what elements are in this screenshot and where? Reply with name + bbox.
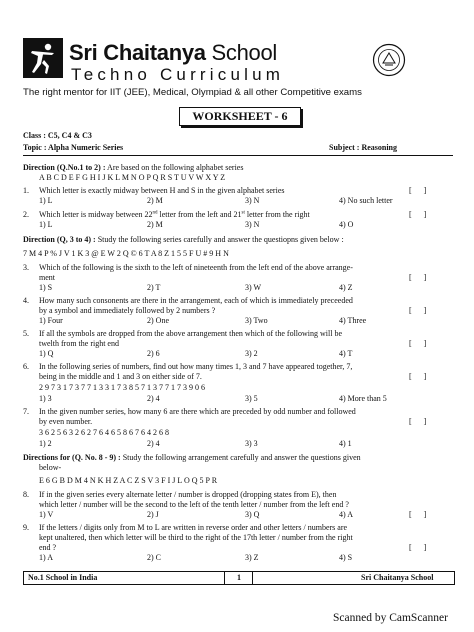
tagline: The right mentor for IIT (JEE), Medical, Olympiad & all other Competitive exams bbox=[23, 87, 362, 98]
option: 4) T bbox=[339, 349, 353, 358]
question-number: 3. bbox=[23, 263, 29, 272]
question-number: 1. bbox=[23, 186, 29, 195]
direction-3: Directions for (Q. No. 8 - 9) : Study the following arrangement carefully and answer the questions given bbox=[23, 453, 361, 462]
answer-bracket: [ ] bbox=[409, 210, 427, 219]
symbol-series: 7 M 4 P % J V 1 K 3 @ E W 2 Q © 6 T A 8 Z 1 5 5 F U # 9 H N bbox=[23, 249, 229, 258]
option: 2) 4 bbox=[147, 394, 160, 403]
footer-tagline: No.1 School in India bbox=[28, 573, 98, 582]
footer-divider bbox=[224, 572, 225, 584]
question-text: Which of the following is the sixth to the left of nineteenth from the left end of the above arrange- bbox=[39, 263, 353, 272]
answer-bracket: [ ] bbox=[409, 273, 427, 282]
option: 2) One bbox=[147, 316, 169, 325]
question-number: 8. bbox=[23, 490, 29, 499]
option: 4) S bbox=[339, 553, 353, 562]
option: 1) L bbox=[39, 196, 53, 205]
answer-bracket: [ ] bbox=[409, 339, 427, 348]
option: 1) 3 bbox=[39, 394, 52, 403]
question-text: In the following series of numbers, find out how many times 1, 3 and 7 have appeared together, 7, bbox=[39, 362, 353, 371]
question-text: ment bbox=[39, 273, 55, 282]
question-text: end ? bbox=[39, 543, 57, 552]
question-number: 5. bbox=[23, 329, 29, 338]
direction-text: below- bbox=[39, 463, 62, 472]
option: 3) N bbox=[245, 196, 260, 205]
option: 2) 4 bbox=[147, 439, 160, 448]
answer-bracket: [ ] bbox=[409, 306, 427, 315]
answer-bracket: [ ] bbox=[409, 543, 427, 552]
option: 1) S bbox=[39, 283, 53, 292]
subject-line: Subject : Reasoning bbox=[329, 143, 398, 152]
option: 1) 2 bbox=[39, 439, 52, 448]
option: 4) O bbox=[339, 220, 354, 229]
question-number: 9. bbox=[23, 523, 29, 532]
worksheet-title: WORKSHEET - 6 bbox=[179, 107, 301, 126]
alphabet-series: A B C D E F G H I J K L M N O P Q R S T U V W X Y Z bbox=[39, 173, 226, 182]
class-line: Class : C5, C4 & C3 bbox=[23, 131, 92, 140]
worksheet-page bbox=[17, 38, 457, 588]
answer-bracket: [ ] bbox=[409, 372, 427, 381]
letter-series: E 6 G B D M 4 N K H Z A C Z S V 3 F I J L O Q 5 P R bbox=[39, 476, 218, 485]
topic-line: Topic : Alpha Numeric Series bbox=[23, 143, 124, 152]
direction-1: Direction (Q.No.1 to 2) : Are based on the following alphabet series bbox=[23, 163, 244, 172]
option: 2) M bbox=[147, 220, 163, 229]
option: 2) J bbox=[147, 510, 159, 519]
brand-title: Sri Chaitanya School bbox=[69, 40, 277, 65]
number-series: 3 6 2 5 6 3 2 6 2 7 6 4 6 5 8 6 7 6 4 2 6 8 bbox=[39, 428, 169, 437]
question-text: In the given number series, how many 6 are there which are preceded by odd number and followed bbox=[39, 407, 356, 416]
option: 1) A bbox=[39, 553, 53, 562]
question-number: 2. bbox=[23, 210, 29, 219]
option: 4) A bbox=[339, 510, 353, 519]
option: 1) L bbox=[39, 220, 53, 229]
number-series: 2 9 7 3 1 7 3 7 7 1 3 3 1 7 3 8 5 7 1 3 7 7 1 7 3 9 0 6 bbox=[39, 383, 205, 392]
option: 4) More than 5 bbox=[339, 394, 387, 403]
question-text: How many such consonents are there in the arrangement, each of which is immediately preceeded bbox=[39, 296, 353, 305]
question-text: which letter / number will be the second to the left of the tenth letter / number from the left end ? bbox=[39, 500, 349, 509]
question-text: Which letter is exactly midway between H and S in the given alphabet series bbox=[39, 186, 285, 195]
option: 3) Z bbox=[245, 553, 259, 562]
question-text: being in the middle and 1 and 3 on either side of 7. bbox=[39, 372, 202, 381]
option: 2) M bbox=[147, 196, 163, 205]
question-number: 7. bbox=[23, 407, 29, 416]
question-text: Which letter is midway between 22nd letter from the left and 21st letter from the right bbox=[39, 210, 310, 219]
answer-bracket: [ ] bbox=[409, 510, 427, 519]
footer-school: Sri Chaitanya School bbox=[361, 573, 434, 582]
option: 3) W bbox=[245, 283, 262, 292]
scanner-watermark: Scanned by CamScanner bbox=[333, 612, 448, 624]
option: 3) 5 bbox=[245, 394, 258, 403]
option: 2) T bbox=[147, 283, 161, 292]
option: 3) Q bbox=[245, 510, 260, 519]
option: 4) 1 bbox=[339, 439, 352, 448]
option: 4) No such letter bbox=[339, 196, 393, 205]
option: 1) Four bbox=[39, 316, 63, 325]
question-text: by a symbol and immediately followed by 2 numbers ? bbox=[39, 306, 216, 315]
question-text: If all the symbols are dropped from the above arrangement then which of the following will be bbox=[39, 329, 343, 338]
question-number: 6. bbox=[23, 362, 29, 371]
page-number: 1 bbox=[237, 573, 241, 582]
runner-logo-icon bbox=[23, 38, 63, 78]
question-text: If the letters / digits only from M to L are written in reverse order and other letters / numbers are bbox=[39, 523, 348, 532]
brand-subtitle: Techno Curriculum bbox=[71, 65, 285, 84]
option: 2) C bbox=[147, 553, 161, 562]
school-seal-icon bbox=[372, 43, 406, 77]
option: 3) N bbox=[245, 220, 260, 229]
option: 4) Three bbox=[339, 316, 367, 325]
footer-divider bbox=[252, 572, 253, 584]
question-text: If in the given series every alternate letter / number is dropped (dropping states from E), then bbox=[39, 490, 337, 499]
option: 4) Z bbox=[339, 283, 353, 292]
answer-bracket: [ ] bbox=[409, 186, 427, 195]
option: 3) 2 bbox=[245, 349, 258, 358]
header-divider bbox=[23, 155, 453, 156]
question-number: 4. bbox=[23, 296, 29, 305]
option: 2) 6 bbox=[147, 349, 160, 358]
question-text: kept unaltered, then which letter will be third to the right of the 17th letter / number from the right bbox=[39, 533, 353, 542]
answer-bracket: [ ] bbox=[409, 417, 427, 426]
option: 3) 3 bbox=[245, 439, 258, 448]
option: 1) Q bbox=[39, 349, 54, 358]
option: 3) Two bbox=[245, 316, 268, 325]
option: 1) V bbox=[39, 510, 54, 519]
question-text: twelth from the right end bbox=[39, 339, 119, 348]
page-footer bbox=[23, 571, 455, 585]
question-text: by even number. bbox=[39, 417, 93, 426]
direction-2: Direction (Q, 3 to 4) : Study the following series carefully and answer the questiopns given below : bbox=[23, 235, 344, 244]
